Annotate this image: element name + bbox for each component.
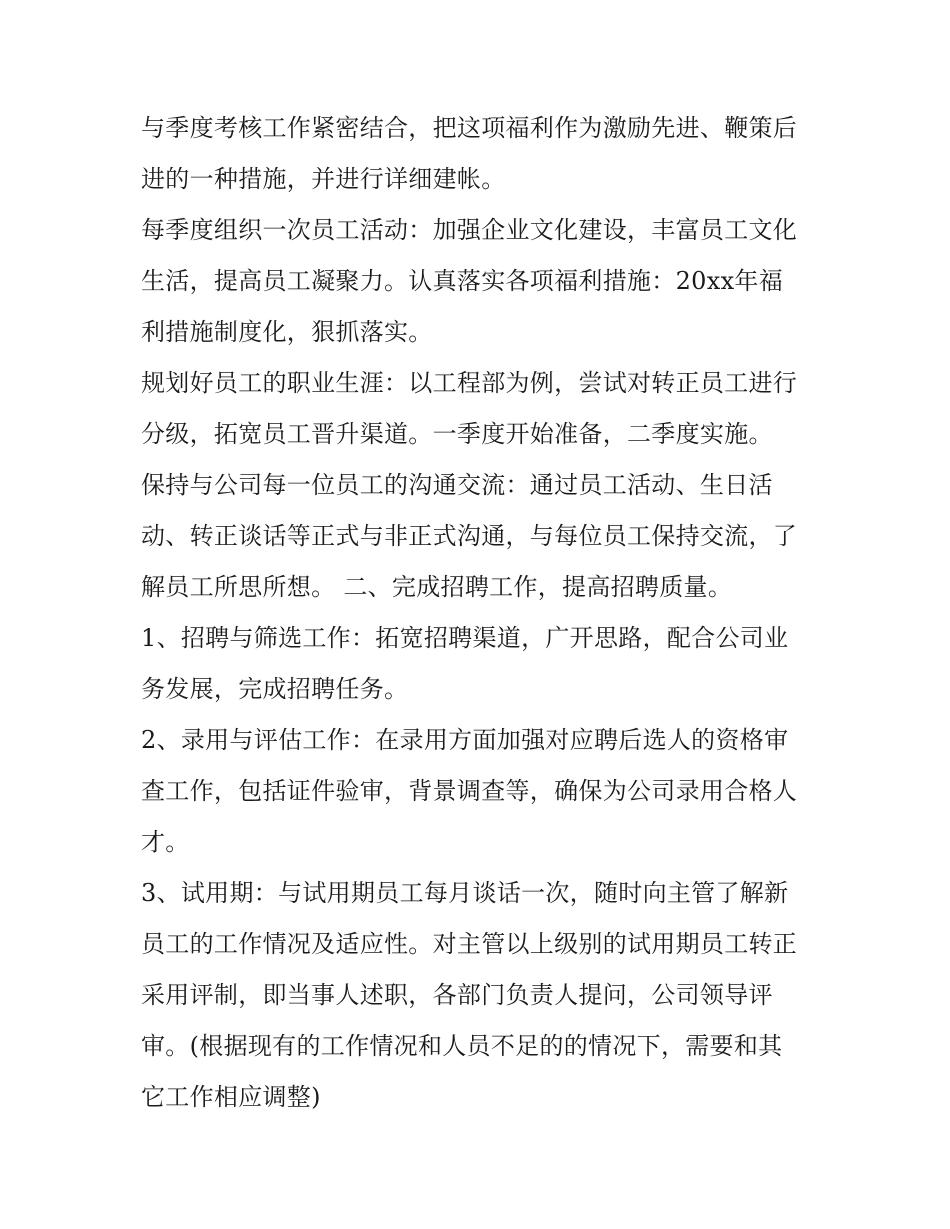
text-line: 生活，提高员工凝聚力。认真落实各项福利措施：20xx年福: [141, 267, 784, 295]
text-line: 动、转正谈话等正式与非正式沟通，与每位员工保持交流，了: [141, 522, 798, 550]
text-line: 规划好员工的职业生涯：以工程部为例，尝试对转正员工进行: [141, 369, 798, 397]
text-line: 审。(根据现有的工作情况和人员不足的的情况下，需要和其: [141, 1032, 783, 1060]
text-line: 解员工所思所想。 二、完成招聘工作，提高招聘质量。: [141, 573, 733, 601]
text-line: 1、招聘与筛选工作：拓宽招聘渠道，广开思路，配合公司业: [141, 624, 789, 652]
text-line: 采用评制，即当事人述职，各部门负责人提问，公司领导评: [141, 981, 773, 1009]
text-line: 保持与公司每一位员工的沟通交流：通过员工活动、生日活: [141, 471, 773, 499]
text-line: 务发展，完成招聘任务。: [141, 675, 409, 703]
text-line: 分级，拓宽员工晋升渠道。一季度开始准备，二季度实施。: [141, 420, 773, 448]
text-line: 与季度考核工作紧密结合，把这项福利作为激励先进、鞭策后: [141, 114, 798, 142]
text-line: 它工作相应调整): [141, 1083, 321, 1111]
text-line: 利措施制度化，狠抓落实。: [141, 318, 433, 346]
text-line: 进的一种措施，并进行详细建帐。: [141, 165, 506, 193]
text-line: 2、录用与评估工作：在录用方面加强对应聘后选人的资格审: [141, 726, 789, 754]
text-line: 才。: [141, 828, 190, 856]
text-line: 3、试用期：与试用期员工每月谈话一次，随时向主管了解新: [141, 879, 789, 907]
document-body: [141, 103, 821, 1123]
text-line: 每季度组织一次员工活动：加强企业文化建设，丰富员工文化: [141, 216, 798, 244]
text-line: 查工作，包括证件验审，背景调查等，确保为公司录用合格人: [141, 777, 798, 805]
text-line: 员工的工作情况及适应性。对主管以上级别的试用期员工转正: [141, 930, 798, 958]
